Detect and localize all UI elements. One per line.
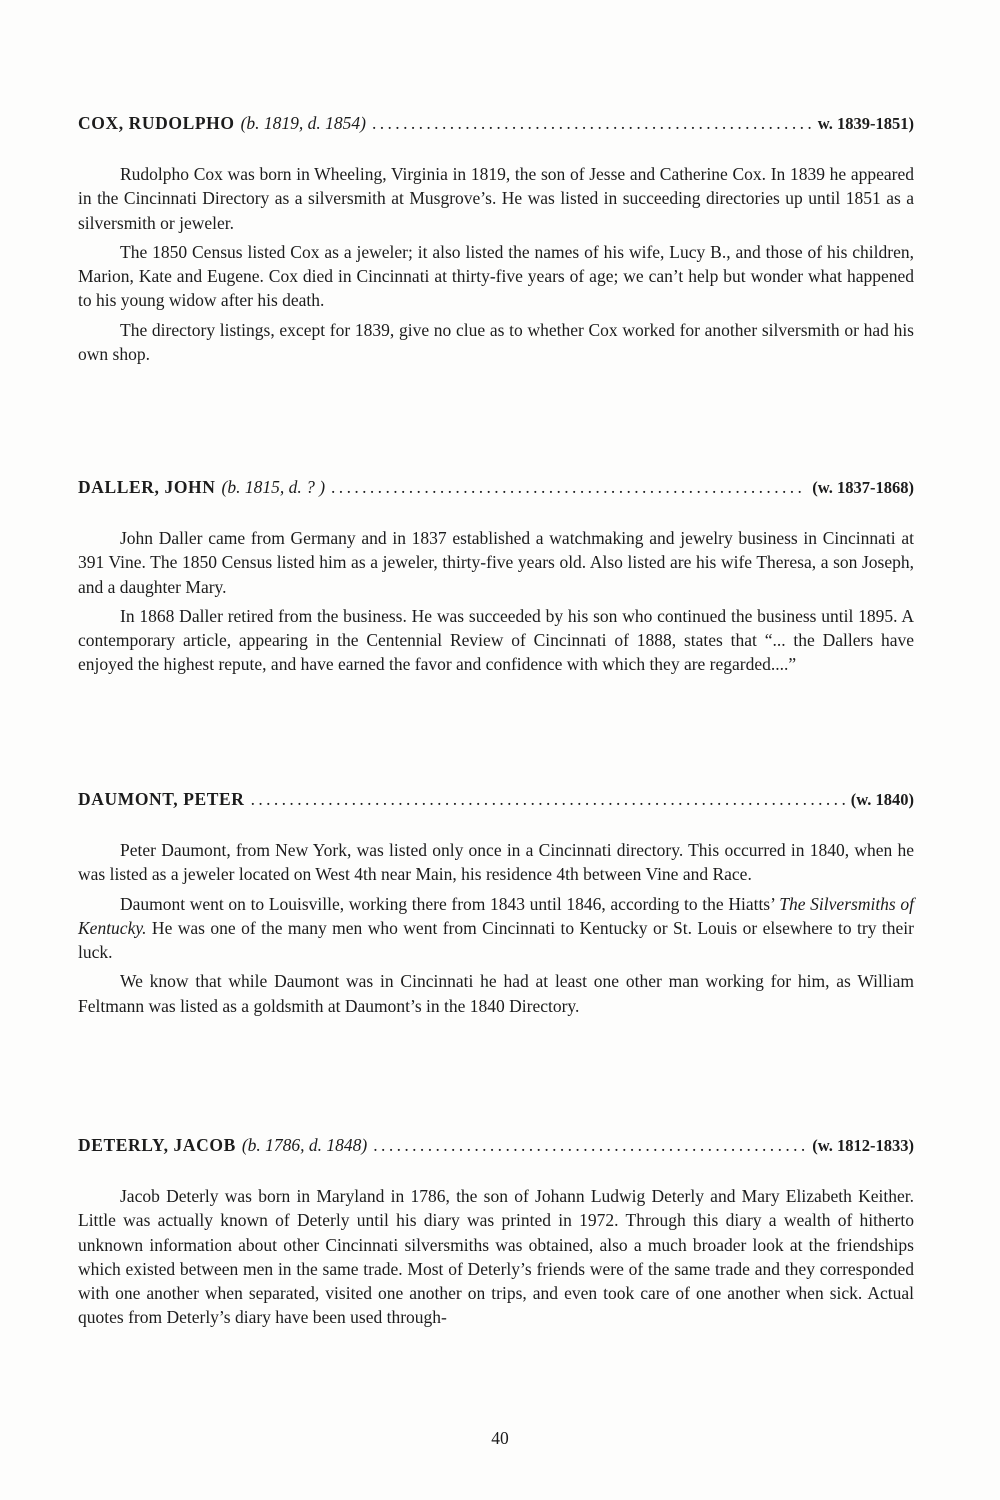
entry-heading	[78, 476, 914, 499]
page-number: 40	[491, 1428, 509, 1448]
paragraph: Peter Daumont, from New York, was listed only once in a Cincinnati directory. This occurred in 1840, when he was listed as a jeweler located on West 4th near Main, his residence 4th between Vine and Race.	[78, 840, 914, 885]
entry-working-dates: w. 1839-1851)	[817, 114, 914, 133]
entry-life-dates: (b. 1819, d. 1854)	[240, 113, 366, 133]
entry-name: DALLER, JOHN	[78, 477, 216, 497]
entry-daller	[78, 476, 914, 682]
entry-deterly	[78, 1134, 914, 1335]
paragraph-text: Daumont went on to Louisville, working there from 1843 until 1846, according to the Hiatts’	[120, 893, 780, 914]
paragraph: John Daller came from Germany and in 1837 established a watchmaking and jewelry business in Cincinnati at 391 Vine. The 1850 Census listed him as a jeweler, thirty-five years old. Also listed are his wife Theresa, a son Joseph, and a daughter Mary.	[78, 528, 914, 597]
dot-leader	[251, 788, 845, 810]
entry-life-dates: (b. 1815, d. ? )	[221, 477, 326, 497]
paragraph: The 1850 Census listed Cox as a jeweler; it also listed the names of his wife, Lucy B., and those of his children, Marion, Kate and Eugene. Cox died in Cincinnati at thirty-five years of age; we can’t help but wonder what happened to his young widow after his death.	[78, 241, 914, 311]
entry-cox	[78, 112, 914, 371]
entry-heading	[78, 788, 914, 811]
entry-heading	[78, 1134, 914, 1157]
entry-working-dates: (w. 1837-1868)	[812, 478, 914, 497]
paragraph-text: He was one of the many men who went from Cincinnati to Kentucky or St. Louis or elsewhere to try their luck.	[78, 917, 914, 963]
paragraph: Jacob Deterly was born in Maryland in 1786, the son of Johann Ludwig Deterly and Mary Elizabeth Keither. Little was actually known of Deterly until his diary was printed in 1972. Through this diary a wealth of hitherto unknown information about other Cincinnati silversmiths was obtained, also a much broader look at the friendships which existed between men in the same trade. Most of Deterly’s friends were of the same trade and they corresponded with one another when separated, visited one another on trips, and even took care of one another when sick. Actual quotes from Deterly’s diary have been used through-	[78, 1186, 914, 1328]
dot-leader	[331, 476, 806, 498]
entry-working-dates: (w. 1840)	[850, 790, 914, 809]
dot-leader	[373, 1134, 806, 1156]
paragraph	[78, 892, 914, 965]
paragraph: Rudolpho Cox was born in Wheeling, Virginia in 1819, the son of Jesse and Catherine Cox. In 1839 he appeared in the Cincinnati Directory as a silversmith at Musgrove’s. He was listed in succeeding directories up until 1851 as a silversmith or jeweler.	[78, 164, 914, 233]
entry-heading	[78, 112, 914, 135]
entry-name: DETERLY, JACOB	[78, 1135, 236, 1155]
book-title: The Silversmiths of Kentucky.	[78, 893, 914, 938]
entry-name: DAUMONT, PETER	[78, 789, 245, 809]
dot-leader	[372, 112, 812, 134]
paragraph: In 1868 Daller retired from the business. He was succeeded by his son who continued the business until 1895. A contemporary article, appearing in the Centennial Review of Cincinnati of 1888, states that “... the Dallers have enjoyed the highest repute, and have earned the favor and confidence with which they are regarded....”	[78, 605, 914, 675]
entry-name: COX, RUDOLPHO	[78, 113, 235, 133]
paragraph: The directory listings, except for 1839, give no clue as to whether Cox worked for another silversmith or had his own shop.	[78, 319, 914, 365]
entry-working-dates: (w. 1812-1833)	[812, 1136, 914, 1155]
entry-life-dates: (b. 1786, d. 1848)	[241, 1135, 368, 1155]
entry-daumont	[78, 788, 914, 1023]
paragraph: We know that while Daumont was in Cincinnati he had at least one other man working for him, as William Feltmann was listed as a goldsmith at Daumont’s in the 1840 Directory.	[78, 971, 914, 1016]
